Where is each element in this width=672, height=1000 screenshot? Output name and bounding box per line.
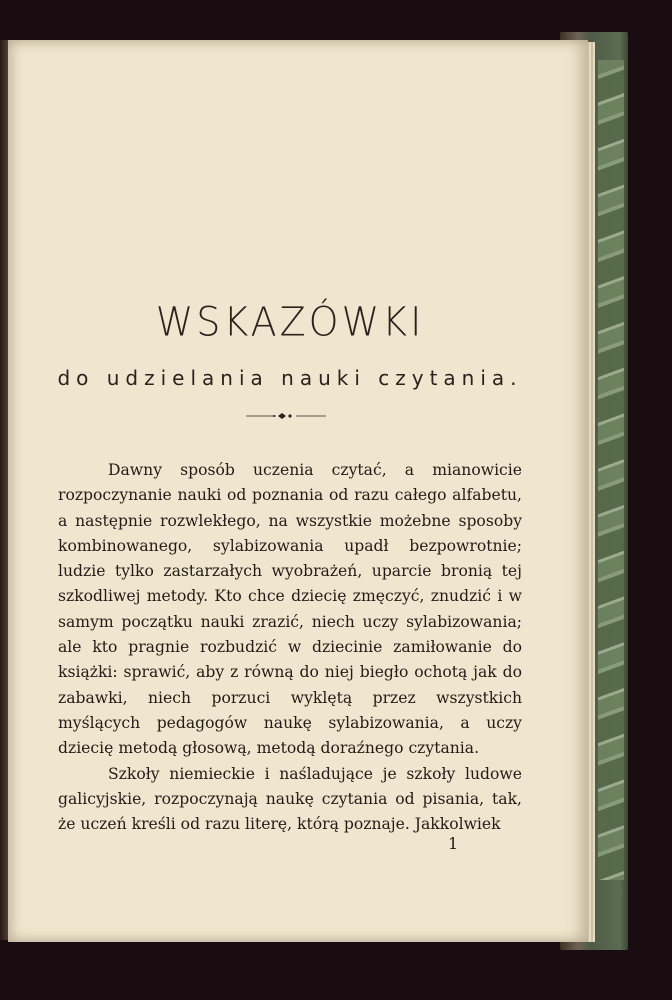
paragraph: Dawny sposób uczenia czytać, a mianowicie rozpoczynanie nauki od poznania od razu całego alfabetu, a następnie rozwlekłego, na wszystkie możebne sposoby kombinowanego, sylabizowania upadł bezpowrotnie; ludzie tylko zastarzałych wyobrażeń, uparcie bronią tej szkodliwej metody. Kto chce dziecię zmęczyć, znudzić i w samym początku nauki zrazić, niech uczy sylabizowania; ale kto pragnie rozbudzić w dziecinie zamiłowanie do książki: sprawić, aby z równą do niej biegło ochotą jak do zabawki, niech porzuci wyklętą przez wszystkich myślących pedagogów naukę sylabizowania, a uczy dziecię metodą głosową, metodą doraźnego czytania. bbox=[58, 461, 522, 758]
divider-ornament-icon bbox=[246, 406, 326, 426]
book-page bbox=[8, 40, 588, 942]
paragraph: Szkoły niemieckie i naśladujące je szkoły ludowe galicyjskie, rozpoczynają naukę czytania od pisania, tak, że uczeń kreśli od razu literę, którą poznaje. Jakkolwiek bbox=[58, 764, 522, 834]
page-subtitle: do udzielania nauki czytania. bbox=[57, 366, 523, 390]
page-title: WSKAZÓWKI bbox=[155, 298, 425, 346]
marbled-cover-pattern bbox=[598, 60, 624, 880]
page-number: 1 bbox=[448, 834, 459, 853]
body-text bbox=[58, 458, 522, 837]
